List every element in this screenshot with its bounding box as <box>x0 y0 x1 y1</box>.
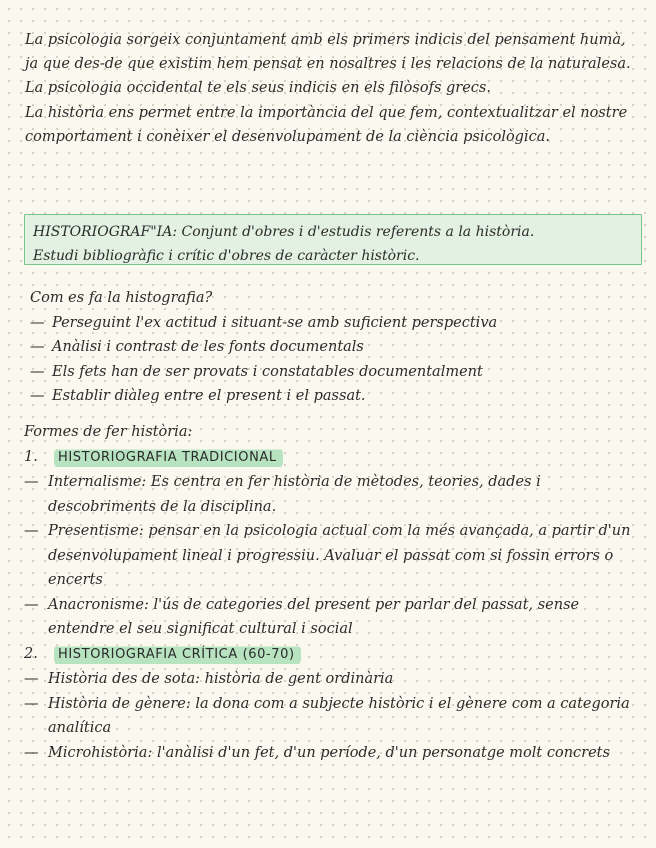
dash-bullet: — <box>30 314 45 331</box>
dash-bullet: — <box>24 695 39 712</box>
how-list <box>30 311 630 409</box>
list-item <box>30 360 630 385</box>
definition-line-2: Estudi bibliogràfic i crític d'obres de caràcter històric. <box>33 248 420 264</box>
list-item-text: Establir diàleg entre el present i el passat. <box>52 388 366 404</box>
list-item <box>24 692 644 741</box>
list-item <box>24 741 644 766</box>
list-item-text: Anàlisi i contrast de les fonts documentals <box>52 339 364 355</box>
critical-list <box>24 667 644 765</box>
list-item-text: Història des de sota: història de gent ordinària <box>48 671 394 687</box>
intro-paragraph-1: La psicologia sorgeix conjuntament amb els primers indicis del pensament humà, ja que des-de que existim hem pensat en nosaltres i les relacions de la naturalesa. La psicologia occidental te els seus indicis en els filòsofs grecs. <box>25 32 631 97</box>
definition-line-1: HISTORIOGRAF"IA: Conjunt d'obres i d'estudis referents a la història. <box>33 224 535 240</box>
list-item <box>30 311 630 336</box>
section-heading-highlight: HISTORIOGRAFIA CRÍTICA (60-70) <box>54 643 301 668</box>
list-item-text: Els fets han de ser provats i constatables documentalment <box>52 363 483 380</box>
how-section <box>30 286 630 409</box>
list-item-text: Perseguint l'ex actitud i situant-se amb suficient perspectiva <box>52 314 498 331</box>
dash-bullet: — <box>30 363 45 380</box>
forms-title: Formes de fer història: <box>24 424 193 440</box>
traditional-list <box>24 470 644 642</box>
intro-paragraph-2: La història ens permet entre la importància del que fem, contextualitzar el nostre comportament i conèixer el desenvolupament de la ciència psicològica. <box>25 104 628 145</box>
definition-box <box>24 214 642 265</box>
list-item-text: Internalisme: Es centra en fer història de mètodes, teories, dades i descobriments de la disciplina. <box>48 474 541 515</box>
list-item <box>30 335 630 360</box>
section-number: 2. <box>24 645 38 662</box>
list-item <box>24 519 644 593</box>
list-item-text: Anacronisme: l'ús de categories del present per parlar del passat, sense entendre el seu significat cultural i social <box>48 596 580 637</box>
list-item <box>24 470 644 519</box>
list-item <box>24 667 644 692</box>
dash-bullet: — <box>30 339 45 355</box>
section-number: 1. <box>24 448 38 465</box>
forms-section <box>24 420 644 765</box>
intro-text <box>25 28 640 149</box>
dash-bullet: — <box>24 596 39 613</box>
section-traditional <box>24 445 644 471</box>
how-question: Com es fa la histografia? <box>30 290 213 306</box>
dash-bullet: — <box>24 671 39 687</box>
list-item-text: Història de gènere: la dona com a subjecte històric i el gènere com a categoria analítica <box>48 695 630 736</box>
list-item <box>24 593 644 642</box>
list-item <box>30 384 630 409</box>
dash-bullet: — <box>30 388 45 404</box>
list-item-text: Presentisme: pensar en la psicologia actual com la més avançada, a partir d'un desenvolupament lineal i progressiu. Avaluar el passat com si fossin errors o encerts <box>48 523 631 588</box>
dash-bullet: — <box>24 474 39 490</box>
list-item-text: Microhistòria: l'anàlisi d'un fet, d'un període, d'un personatge molt concrets <box>48 744 610 761</box>
dash-bullet: — <box>24 744 39 761</box>
section-critical <box>24 642 644 668</box>
section-heading-highlight: HISTORIOGRAFIA TRADICIONAL <box>54 446 283 471</box>
dash-bullet: — <box>24 523 39 539</box>
